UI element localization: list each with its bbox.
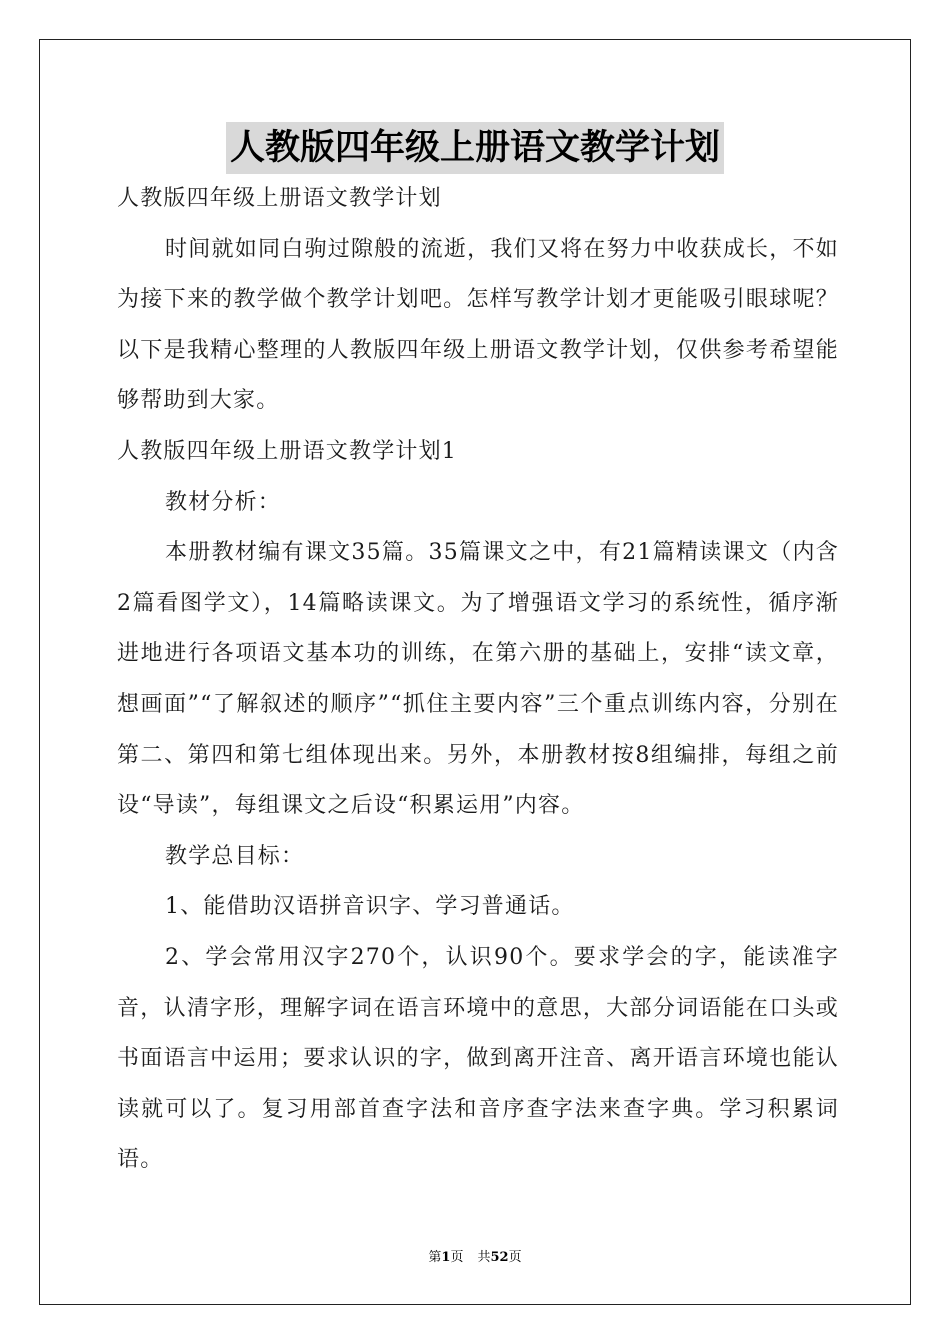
footer-page-number: 1 (441, 1250, 451, 1265)
footer-total-suffix: 页 (508, 1250, 522, 1265)
footer-page-suffix: 页 (450, 1250, 464, 1265)
document-title: 人教版四年级上册语文教学计划 (226, 122, 724, 174)
paragraph-section-heading: 人教版四年级上册语文教学计划1 (117, 438, 457, 464)
paragraph-intro: 时间就如同白驹过隙般的流逝，我们又将在努力中收获成长，不如为接下来的教学做个教学计划吧。怎样写教学计划才更能吸引眼球呢？以下是我精心整理的人教版四年级上册语文教学计划，仅供参考希望能够帮助到大家。 (117, 236, 839, 414)
paragraph-goal-1: 1、能借助汉语拼音识字、学习普通话。 (165, 894, 575, 920)
footer-total-prefix: 共 (477, 1250, 491, 1265)
footer-total-pages: 52 (490, 1250, 509, 1265)
page-footer (0, 1246, 950, 1265)
paragraph-goals-label: 教学总目标： (165, 843, 305, 869)
document-body (117, 174, 839, 1186)
paragraph-subtitle: 人教版四年级上册语文教学计划 (117, 186, 442, 211)
paragraph-material-analysis-label: 教材分析： (165, 489, 282, 515)
footer-prefix: 第 (428, 1250, 442, 1265)
paragraph-material-analysis: 本册教材编有课文35篇。35篇课文之中，有21篇精读课文（内含2篇看图学文），14篇略读课文。为了增强语文学习的系统性，循序渐进地进行各项语文基本功的训练，在第六册的基础上，安排“读文章，想画面”“了解叙述的顺序”“抓住主要内容”三个重点训练内容，分别在第二、第四和第七组体现出来。另外，本册教材按8组编排，每组之前设“导读”，每组课文之后设“积累运用”内容。 (117, 540, 839, 819)
paragraph-goal-2: 2、学会常用汉字270个，认识90个。要求学会的字，能读准字音，认清字形，理解字词在语言环境中的意思，大部分词语能在口头或书面语言中运用；要求认识的字，做到离开注音、离开语言环境也能认读就可以了。复习用部首查字法和音序查字法来查字典。学习积累词语。 (117, 944, 839, 1173)
title-container (0, 122, 950, 174)
